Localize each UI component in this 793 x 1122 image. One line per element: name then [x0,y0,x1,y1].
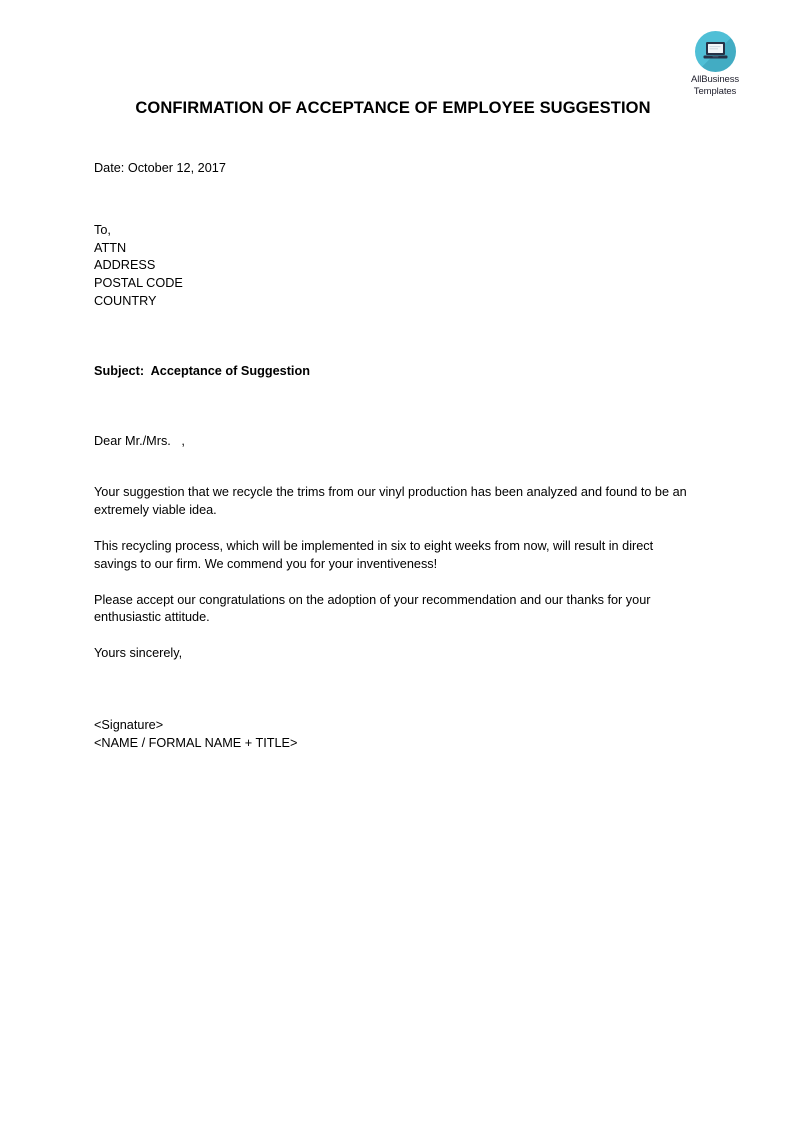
recipient-address: ADDRESS [94,258,156,273]
body-paragraph-3: Please accept our congratulations on the adoption of your recommendation and our thanks for your enthusiastic attitude. [94,592,651,625]
logo-caption [679,74,751,97]
salutation: Dear Mr./Mrs. , [94,433,185,448]
spacer-after-recipient [94,311,692,363]
date-line: Date: October 12, 2017 [94,161,226,175]
laptop-icon [703,41,728,62]
logo-caption-line-2: Templates [693,85,737,97]
recipient-to: To, [94,222,111,237]
logo-mark [695,31,736,72]
recipient-block [94,222,692,311]
document-body [94,160,692,753]
body-paragraph-1: Your suggestion that we recycle the trims from our vinyl production has been analyzed and found to be an extremely viable idea. [94,485,687,518]
signature-block [94,717,692,753]
spacer-after-subject [94,381,692,433]
recipient-country: COUNTRY [94,293,157,308]
recipient-attn: ATTN [94,240,127,255]
name-title-placeholder: <NAME / FORMAL NAME + TITLE> [94,735,298,750]
spacer-after-date [94,178,692,222]
closing-line: Yours sincerely, [94,646,183,661]
spacer-after-salutation [94,450,692,484]
page-title: CONFIRMATION OF ACCEPTANCE OF EMPLOYEE SUGGESTION [135,99,651,117]
logo-caption-line-1: AllBusiness [690,74,739,85]
brand-logo [679,31,751,97]
recipient-postal-code: POSTAL CODE [94,276,183,291]
body-paragraph-2: This recycling process, which will be implemented in six to eight weeks from now, will result in direct savings to our firm. We commend you for your inventiveness! [94,538,654,571]
spacer-before-signature [94,663,692,717]
signature-placeholder: <Signature> [94,717,164,732]
subject-line: Subject: Acceptance of Suggestion [94,363,310,378]
